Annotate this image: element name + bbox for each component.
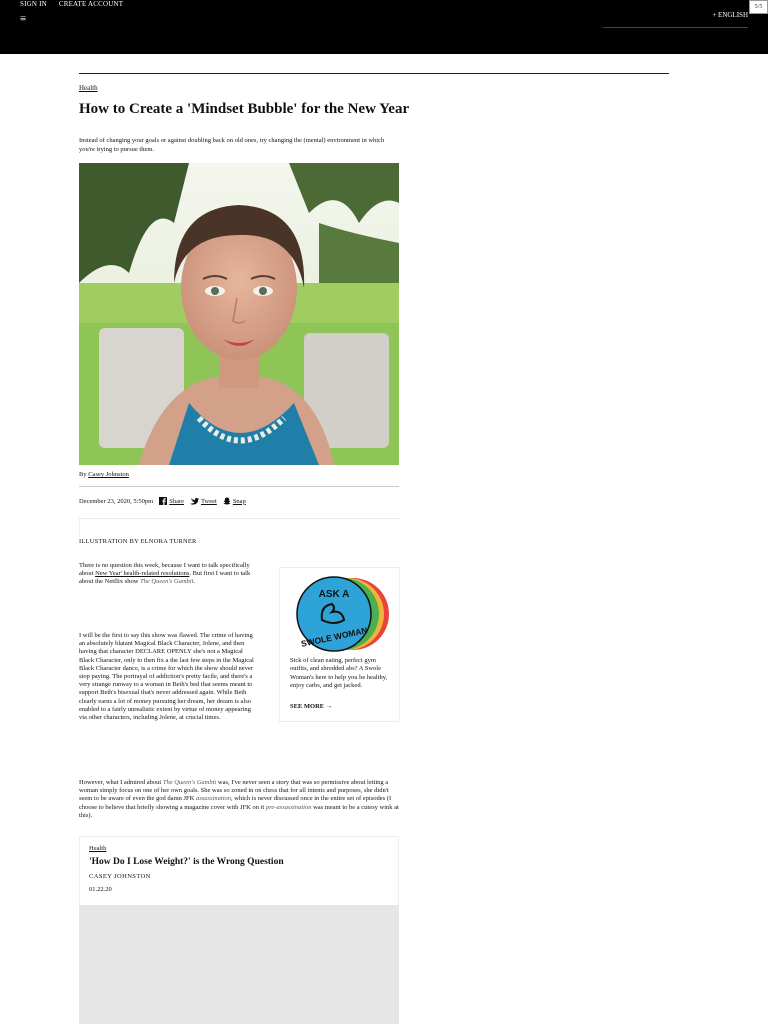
divider xyxy=(79,486,399,487)
snap-label: Snap xyxy=(232,497,246,505)
paragraph-text: . But first I want to talk about the Netflix show xyxy=(79,570,251,586)
paragraph-text: was, I've never seen a story that was so permissive about letting a woman simply focus on one of her own goals. She was so zoned in on chess that for all intents and purposes, she didn't seem to be aware of even the god damn JFK xyxy=(79,779,389,803)
article-dek: Instead of changing your goals or against doubling back on old ones, try changing the (mental) environment in which you're trying to pursue them. xyxy=(79,137,385,153)
related-author: CASEY JOHNSTON xyxy=(89,873,151,880)
twitter-icon xyxy=(190,497,199,505)
paragraph-text: There is no question this week, because I want to talk specifically about xyxy=(79,562,250,578)
share-facebook-button[interactable] xyxy=(159,497,184,505)
hero-image xyxy=(79,163,399,465)
paragraph-2: I will be the first to say this show was flawed. The crime of having an absolutely blatant Magical Black Character, Jolene, and then having that character DECLARE OPENLY she's not a Magical Black Character, only to then fix a the last few steps in the Magical Black Character dance, is a crime for which the show should never stop paying. The portrayal of addiction's pretty facile, and there's a very strange runway to a woman in Beth's bed that seems meant to support Beth's bisexual that's never addressed again. While Beth clearly earns a lot of money pursuing her dream, her dream is also enabled to a fairly unrealistic extent by virtue of money appearing via other characters, including Jolene, at crucial times. xyxy=(79,632,254,722)
emphasis: assassination xyxy=(195,795,232,803)
paragraph-text: However, what I admired about xyxy=(79,779,163,786)
facebook-icon xyxy=(159,497,167,505)
snapchat-icon xyxy=(223,497,231,505)
language-selector[interactable]: + ENGLISH xyxy=(712,11,748,19)
promo-description: Sick of clean eating, perfect gym outfits, and shredded abs? A Swole Woman's here to help you be healthy, enjoy carbs, and get jacked. xyxy=(290,657,388,690)
related-image xyxy=(79,905,399,1024)
publish-date: December 23, 2020, 5:50pm xyxy=(79,497,154,505)
article-meta xyxy=(79,497,246,505)
paragraph-3 xyxy=(79,779,399,820)
see-more-link[interactable]: SEE MORE → xyxy=(290,703,333,710)
divider xyxy=(79,73,669,74)
share-label: Share xyxy=(169,497,185,505)
ask-a-swole-woman-logo xyxy=(286,572,396,654)
article-title: How to Create a 'Mindset Bubble' for the New Year xyxy=(79,101,410,117)
paragraph-text: was meant to be a cutesy wink at this). xyxy=(79,803,399,819)
tweet-label: Tweet xyxy=(201,497,217,505)
snap-button[interactable] xyxy=(223,497,246,505)
show-title: The Queen's Gambit xyxy=(162,779,217,786)
resolutions-link[interactable]: New Year' health-related resolutions xyxy=(95,570,190,578)
related-title[interactable]: 'How Do I Lose Weight?' is the Wrong Question xyxy=(89,857,284,867)
account-links xyxy=(20,0,133,8)
related-section-link[interactable]: Health xyxy=(89,845,107,852)
byline xyxy=(79,471,129,478)
byline-prefix: By xyxy=(79,471,87,478)
show-title: The Queen's Gambit xyxy=(140,578,194,586)
create-account-link[interactable]: CREATE ACCOUNT xyxy=(58,0,124,8)
ad-placeholder xyxy=(79,518,400,537)
logo-bottom-text: SWOLE WOMAN xyxy=(300,625,369,649)
paragraph-1 xyxy=(79,562,259,587)
tweet-button[interactable] xyxy=(190,497,217,505)
author-link[interactable]: Casey Johnston xyxy=(88,471,129,478)
hamburger-menu-icon[interactable]: ≡ xyxy=(20,13,27,25)
paragraph-text: . xyxy=(193,578,196,586)
paragraph-text: , which is never discussed once in the entire set of episodes (I choose to believe that briefly showing a magazine cover with JFK on it xyxy=(79,795,392,811)
ask-a-swole-woman-promo[interactable] xyxy=(279,567,400,722)
related-date: 01.22.20 xyxy=(89,886,112,893)
emphasis: pre-assassination xyxy=(265,803,312,811)
page-counter-badge: 5/5 xyxy=(749,0,768,14)
top-bar xyxy=(0,0,768,54)
logo-top-text: ASK A xyxy=(318,589,350,600)
section-link[interactable]: Health xyxy=(79,84,98,92)
sign-in-link[interactable]: SIGN IN xyxy=(20,0,47,8)
illustration-credit: ILLUSTRATION BY ELNORA TURNER xyxy=(79,538,197,545)
divider xyxy=(603,27,748,28)
